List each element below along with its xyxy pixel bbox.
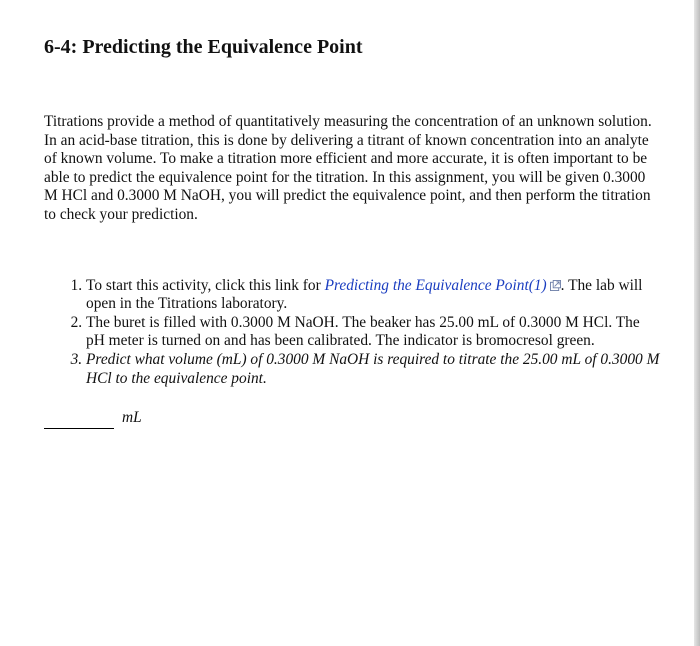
- steps-list: [44, 277, 660, 389]
- answer-unit: mL: [122, 409, 142, 427]
- answer-row: [44, 408, 660, 432]
- page-title: 6-4: Predicting the Equivalence Point: [44, 36, 363, 58]
- volume-answer-input[interactable]: [44, 408, 114, 429]
- external-link-icon[interactable]: [550, 280, 561, 291]
- window-edge: [694, 0, 700, 646]
- step-3-text: Predict what volume (mL) of 0.3000 M NaOH is required to titrate the 25.00 mL of 0.3000 M HCl to the equivalence point.: [86, 350, 660, 387]
- list-item: [86, 277, 660, 314]
- step-1-text-pre: To start this activity, click this link for: [86, 276, 325, 294]
- intro-paragraph: Titrations provide a method of quantitatively measuring the concentration of an unknown solution. In an acid-base titration, this is done by delivering a titrant of known concentration into an analyte of known volume. To make a titration more efficient and more accurate, it is often important to be able to predict the equivalence point for the titration. In this assignment, you will be given 0.3000 M HCl and 0.3000 M NaOH, you will predict the equivalence point, and then perform the titration to check your prediction.: [44, 113, 652, 223]
- step-1-text-post: . The lab will open in the Titrations laboratory.: [86, 276, 643, 313]
- assignment-content: [44, 34, 660, 432]
- lab-link[interactable]: Predicting the Equivalence Point(1): [324, 276, 547, 294]
- list-item: [86, 314, 660, 351]
- step-2-text: The buret is filled with 0.3000 M NaOH. The beaker has 25.00 mL of 0.3000 M HCl. The pH meter is turned on and has been calibrated. The indicator is bromocresol green.: [86, 313, 640, 350]
- list-item: [86, 351, 660, 388]
